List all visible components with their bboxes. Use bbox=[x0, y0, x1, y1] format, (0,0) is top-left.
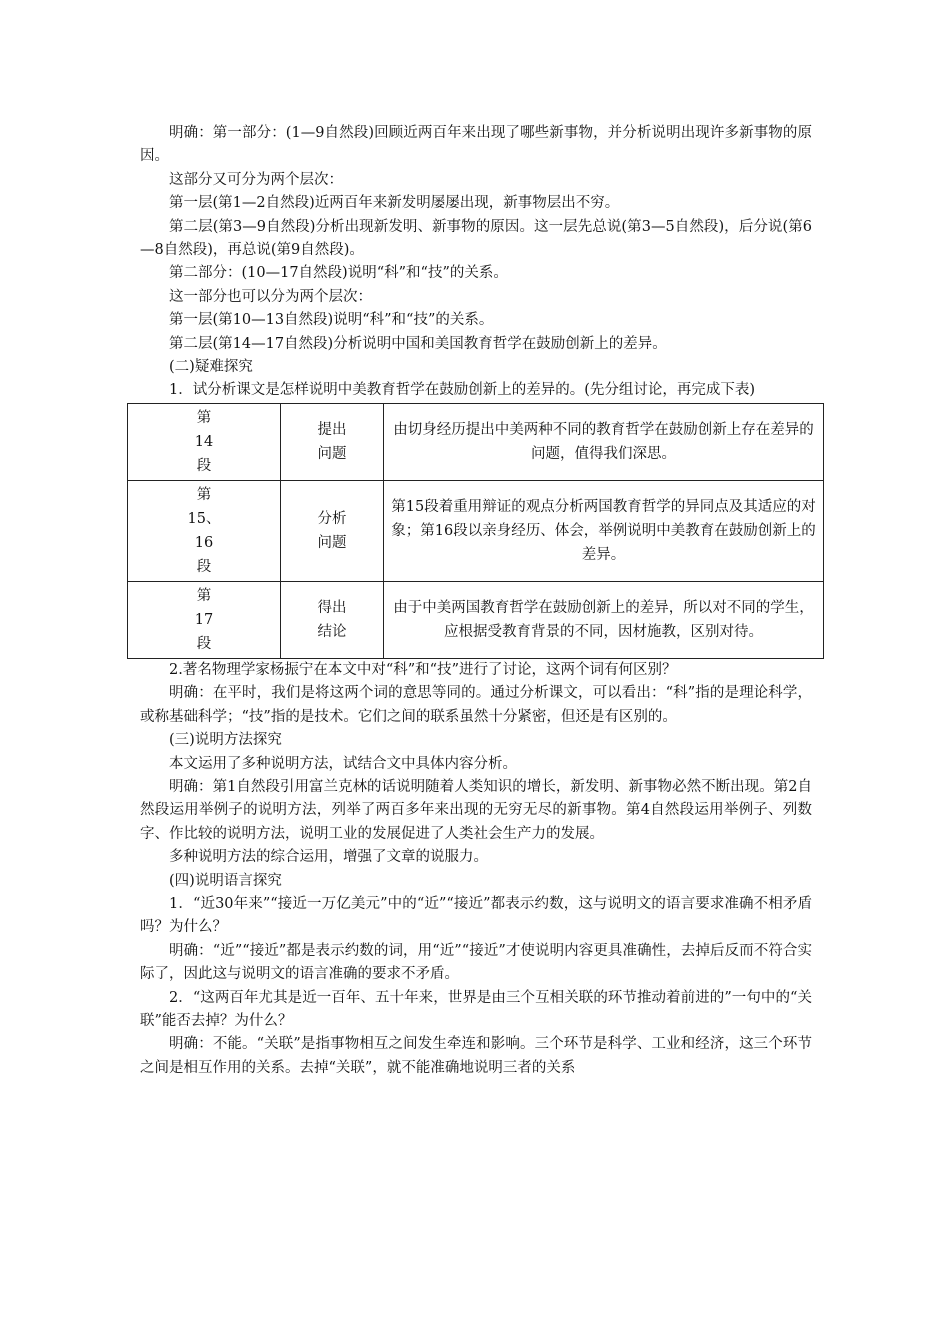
answer: 明确：第1自然段引用富兰克林的话说明随着人类知识的增长，新发明、新事物必然不断出现。第2自然段运用举例子的说明方法，列举了两百多年来出现的无穷无尽的新事物。第4自然段运用举例子、列数字、作比较的说明方法，说明工业的发展促进了人类社会生产力的发展。 bbox=[140, 778, 812, 842]
paragraph: 明确：第一部分：(1—9自然段)回顾近两百年来出现了哪些新事物，并分析说明出现许多新事物的原因。 bbox=[140, 125, 812, 165]
question: 2.著名物理学家杨振宁在本文中对“科”和“技”进行了讨论，这两个词有何区别？ bbox=[169, 661, 677, 678]
paragraph-number-cell: 第 14 段 bbox=[128, 403, 281, 480]
paragraph: 第二层(第14—17自然段)分析说明中国和美国教育哲学在鼓励创新上的差异。 bbox=[169, 335, 667, 352]
paragraph: 第一层(第1—2自然段)近两百年来新发明屡屡出现，新事物层出不穷。 bbox=[169, 195, 620, 212]
section-heading: (四)说明语言探究 bbox=[169, 872, 282, 889]
role-cell: 提出 问题 bbox=[281, 403, 384, 480]
answer: 明确：不能。“关联”是指事物相互之间发生牵连和影响。三个环节是科学、工业和经济，这三个环节之间是相互作用的关系。去掉“关联”，就不能准确地说明三者的关系 bbox=[140, 1036, 812, 1076]
table-row bbox=[128, 581, 824, 658]
content-cell: 第15段着重用辩证的观点分析两国教育哲学的异同点及其适应的对象；第16段以亲身经历、体会，举例说明中美教育在鼓励创新上的差异。 bbox=[384, 480, 824, 581]
paragraph: 这一部分也可以分为两个层次： bbox=[169, 288, 372, 305]
paragraph: 第二层(第3—9自然段)分析出现新发明、新事物的原因。这一层先总说(第3—5自然段)，后分说(第6—8自然段)，再总说(第9自然段)。 bbox=[140, 218, 812, 259]
paragraph: 第二部分：(10—17自然段)说明“科”和“技”的关系。 bbox=[169, 265, 508, 282]
paragraph-number-cell: 第 15、 16 段 bbox=[128, 480, 281, 581]
question: 2．“这两百年尤其是近一百年、五十年来，世界是由三个互相关联的环节推动着前进的”一句中的“关联”能否去掉？为什么？ bbox=[140, 989, 812, 1029]
table-row bbox=[128, 403, 824, 480]
section-heading: (三)说明方法探究 bbox=[169, 732, 282, 749]
role-cell: 分析 问题 bbox=[281, 480, 384, 581]
paragraph-number-cell: 第 17 段 bbox=[128, 581, 281, 658]
answer: 明确：“近”“接近”都是表示约数的词，用“近”“接近”才使说明内容更具准确性，去掉后反而不符合实际了，因此这与说明文的语言准确的要求不矛盾。 bbox=[140, 942, 812, 983]
paragraph: 多种说明方法的综合运用，增强了文章的说服力。 bbox=[169, 849, 488, 866]
question: 1．试分析课文是怎样说明中美教育哲学在鼓励创新上的差异的。(先分组讨论，再完成下表) bbox=[169, 382, 756, 399]
paragraph: 这部分又可分为两个层次： bbox=[169, 171, 343, 188]
section-heading: (二)疑难探究 bbox=[169, 359, 253, 376]
paragraph: 本文运用了多种说明方法，试结合文中具体内容分析。 bbox=[169, 755, 517, 772]
content-cell: 由于中美两国教育哲学在鼓励创新上的差异，所以对不同的学生，应根据受教育背景的不同，因材施教，区别对待。 bbox=[384, 581, 824, 658]
role-cell: 得出 结论 bbox=[281, 581, 384, 658]
document-page bbox=[140, 122, 816, 1080]
question: 1．“近30年来”“接近一万亿美元”中的“近”“接近”都表示约数，这与说明文的语言要求准确不相矛盾吗？为什么？ bbox=[140, 895, 812, 936]
analysis-table bbox=[127, 403, 824, 659]
table-row bbox=[128, 480, 824, 581]
content-cell: 由切身经历提出中美两种不同的教育哲学在鼓励创新上存在差异的问题，值得我们深思。 bbox=[384, 403, 824, 480]
paragraph: 第一层(第10—13自然段)说明“科”和“技”的关系。 bbox=[169, 312, 494, 329]
answer: 明确：在平时，我们是将这两个词的意思等同的。通过分析课文，可以看出：“科”指的是理论科学，或称基础科学；“技”指的是技术。它们之间的联系虽然十分紧密，但还是有区别的。 bbox=[140, 685, 812, 725]
